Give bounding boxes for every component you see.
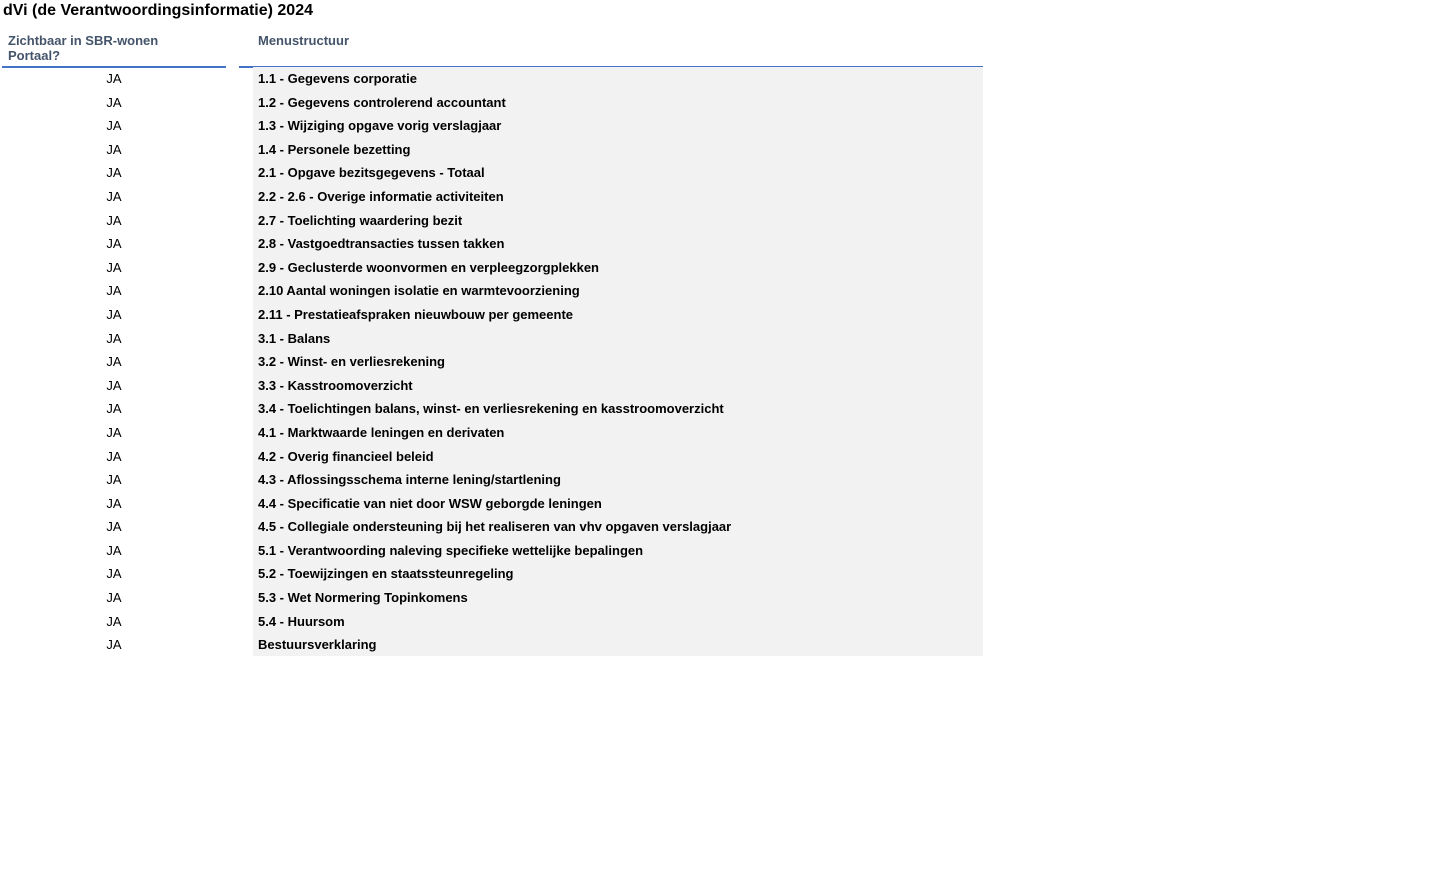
column-header-visible-line2: Portaal? <box>8 48 61 63</box>
table-row <box>0 185 990 209</box>
menu-item-label: 1.1 - Gegevens corporatie <box>258 71 417 86</box>
table-row <box>0 232 990 256</box>
visible-in-portal-value: JA <box>106 212 122 228</box>
table-row <box>0 303 990 327</box>
table-row <box>0 586 990 610</box>
table-row <box>0 67 990 91</box>
menu-item-label: 2.10 Aantal woningen isolatie en warmtevoorziening <box>258 283 580 299</box>
menu-item-label: Bestuursverklaring <box>258 637 377 653</box>
visible-in-portal-value: JA <box>106 542 122 558</box>
menu-item-label: 3.3 - Kasstroomoverzicht <box>258 377 413 393</box>
menu-item-label: 5.3 - Wet Normering Topinkomens <box>258 590 468 606</box>
menu-item-label: 1.4 - Personele bezetting <box>258 141 411 157</box>
visible-in-portal-value: JA <box>106 448 122 464</box>
table-row <box>0 114 990 138</box>
menu-item-label: 3.2 - Winst- en verliesrekening <box>258 354 446 370</box>
menu-item-label: 4.2 - Overig financieel beleid <box>258 448 434 464</box>
menu-item-label: 1.3 - Wijziging opgave vorig verslagjaar <box>258 118 502 134</box>
menu-item-label: 2.7 - Toelichting waardering bezit <box>258 212 463 228</box>
visible-in-portal-value: JA <box>106 259 122 275</box>
menu-item-label: 2.2 - 2.6 - Overige informatie activiteiten <box>258 188 504 204</box>
menu-item-label: 4.5 - Collegiale ondersteuning bij het realiseren van vhv opgaven verslagjaar <box>258 519 732 535</box>
visible-in-portal-value: JA <box>106 377 122 393</box>
visible-in-portal-value: JA <box>106 613 122 629</box>
menu-item-label: 3.4 - Toelichtingen balans, winst- en verliesrekening en kasstroomoverzicht <box>258 401 724 417</box>
menu-item-label: 4.4 - Specificatie van niet door WSW geborgde leningen <box>258 495 602 511</box>
visible-in-portal-value: JA <box>106 590 122 606</box>
menu-item-label: 1.2 - Gegevens controlerend accountant <box>258 94 506 110</box>
table-row <box>0 539 990 563</box>
column-header-menu-label: Menustructuur <box>258 33 349 48</box>
table-row <box>0 327 990 351</box>
table-row <box>0 397 990 421</box>
visible-in-portal-value: JA <box>106 118 122 134</box>
menu-item-label: 2.8 - Vastgoedtransacties tussen takken <box>258 236 505 252</box>
menu-item-label: 4.1 - Marktwaarde leningen en derivaten <box>258 424 505 440</box>
table-row <box>0 468 990 492</box>
table-row <box>0 445 990 469</box>
menu-item-label: 5.2 - Toewijzingen en staatssteunregeling <box>258 566 514 582</box>
visible-in-portal-value: JA <box>106 401 122 417</box>
visible-in-portal-value: JA <box>106 165 122 181</box>
table-row <box>0 91 990 115</box>
visible-in-portal-value: JA <box>106 495 122 511</box>
menu-item-label: 2.1 - Opgave bezitsgegevens - Totaal <box>258 165 485 181</box>
visible-in-portal-value: JA <box>106 637 122 653</box>
visible-in-portal-value: JA <box>106 141 122 157</box>
table-row <box>0 421 990 445</box>
visible-in-portal-value: JA <box>106 566 122 582</box>
menu-item-label: 5.1 - Verantwoording naleving specifieke wettelijke bepalingen <box>258 542 644 558</box>
table-row <box>0 256 990 280</box>
table-row <box>0 279 990 303</box>
visible-in-portal-value: JA <box>106 354 122 370</box>
menu-item-label: 5.4 - Huursom <box>258 613 345 629</box>
table-row <box>0 562 990 586</box>
table-row <box>0 610 990 634</box>
menu-item-label: 3.1 - Balans <box>258 330 331 346</box>
column-header-menu <box>239 33 983 68</box>
menu-item-label: 4.3 - Aflossingsschema interne lening/startlening <box>258 472 561 488</box>
column-header-visible-line1: Zichtbaar in SBR-wonen <box>8 33 159 48</box>
visible-in-portal-value: JA <box>106 330 122 346</box>
table-row <box>0 633 990 657</box>
visible-in-portal-value: JA <box>106 306 122 322</box>
visible-in-portal-value: JA <box>106 94 122 110</box>
table-row <box>0 515 990 539</box>
table-row <box>0 209 990 233</box>
table-row <box>0 492 990 516</box>
visible-in-portal-value: JA <box>106 71 122 86</box>
visible-in-portal-value: JA <box>106 236 122 252</box>
menu-table <box>0 67 990 657</box>
table-row <box>0 138 990 162</box>
table-row <box>0 374 990 398</box>
column-header-visible <box>2 33 226 68</box>
menu-item-label: 2.11 - Prestatieafspraken nieuwbouw per gemeente <box>258 306 574 322</box>
visible-in-portal-value: JA <box>106 472 122 488</box>
menu-item-label: 2.9 - Geclusterde woonvormen en verpleegzorgplekken <box>258 259 599 275</box>
table-row <box>0 161 990 185</box>
table-row <box>0 350 990 374</box>
visible-in-portal-value: JA <box>106 283 122 299</box>
visible-in-portal-value: JA <box>106 519 122 535</box>
visible-in-portal-value: JA <box>106 188 122 204</box>
page-title: dVi (de Verantwoordingsinformatie) 2024 <box>3 2 313 19</box>
visible-in-portal-value: JA <box>106 424 122 440</box>
